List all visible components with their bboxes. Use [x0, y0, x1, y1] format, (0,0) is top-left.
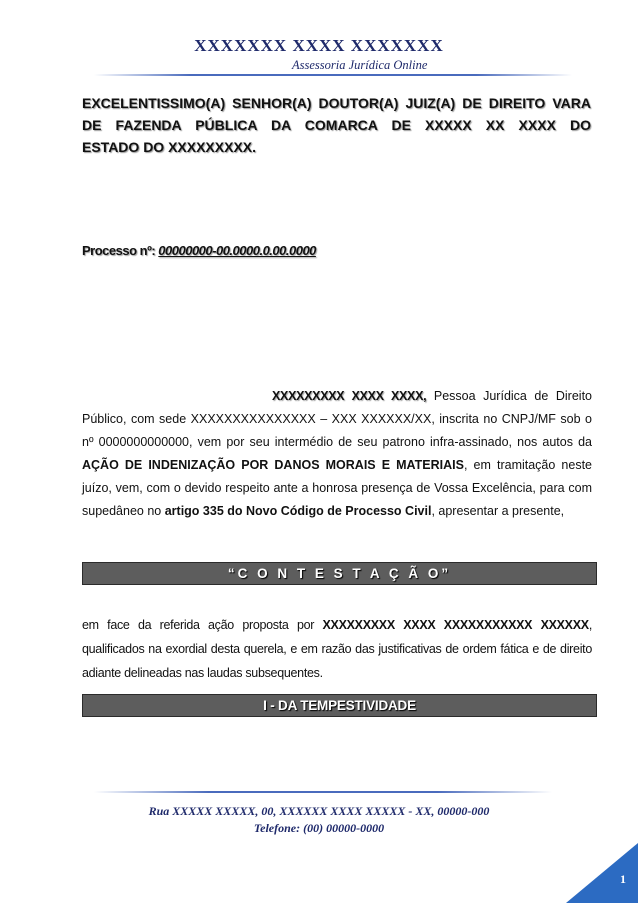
process-label: Processo nº:	[82, 243, 156, 258]
defendant-name: XXXXXXXXX XXXX XXXX,	[272, 389, 427, 403]
footer-phone: Telefone: (00) 00000-0000	[253, 821, 385, 835]
footer	[0, 803, 638, 837]
intro-paragraph	[82, 385, 592, 523]
second-text-2: , qualificados na exordial desta querela, e em razão das justificativas de ordem fática e de direito adiante delineadas nas laudas subsequentes.	[82, 618, 592, 680]
header-subtitle: Assessoria Jurídica Online	[292, 58, 428, 72]
footer-address: Rua XXXXX XXXXX, 00, XXXXXX XXXX XXXXX - XX, 00000-000	[148, 804, 490, 818]
second-paragraph	[82, 613, 592, 685]
intro-text-3: , apresentar a presente,	[431, 504, 565, 518]
section-heading-contestacao: “C O N T E S T A Ç Ã O”	[82, 562, 597, 585]
second-text-1: em face da referida ação proposta por	[82, 618, 323, 632]
section-heading-tempestividade: I - DA TEMPESTIVIDADE	[82, 694, 597, 717]
addressee-line-2: VARA DE FAZENDA PÚBLICA DA COMARCA DE XXXXX XX XXXX DO	[82, 95, 591, 133]
legal-article: artigo 335 do Novo Código de Processo Civil	[164, 504, 432, 518]
addressee-line-3: ESTADO DO XXXXXXXXX.	[82, 139, 257, 155]
action-name: AÇÃO DE INDENIZAÇÃO POR DANOS MORAIS E MATERIAIS	[82, 458, 464, 472]
footer-divider	[94, 791, 552, 793]
process-number-value: 00000000-00.0000.0.00.0000	[158, 243, 316, 258]
addressee-block	[82, 92, 591, 158]
intro-text-1: Pessoa Jurídica de Direito Público, com sede XXXXXXXXXXXXXXX – XXX XXXXXX/XX, inscrita no CNPJ/MF sob o nº 0000000000000, vem por seu intermédio de seu patrono infra-assinado, nos autos da	[82, 389, 592, 449]
addressee-line-1: EXCELENTISSIMO(A) SENHOR(A) DOUTOR(A) JUIZ(A) DE DIREITO	[82, 95, 546, 111]
plaintiff-name: XXXXXXXXX XXXX XXXXXXXXXXX XXXXXX	[322, 618, 589, 632]
process-number	[82, 243, 316, 258]
page-corner-decoration	[566, 843, 638, 903]
intro-text-2: , em tramitação neste juízo, vem, com o devido respeito ante a honrosa presença de Vossa Excelência, para com supedâneo no	[82, 458, 592, 518]
header-divider	[94, 74, 572, 76]
header-title: XXXXXXX XXXX XXXXXXX	[194, 36, 444, 55]
page-number: 1	[620, 872, 626, 886]
